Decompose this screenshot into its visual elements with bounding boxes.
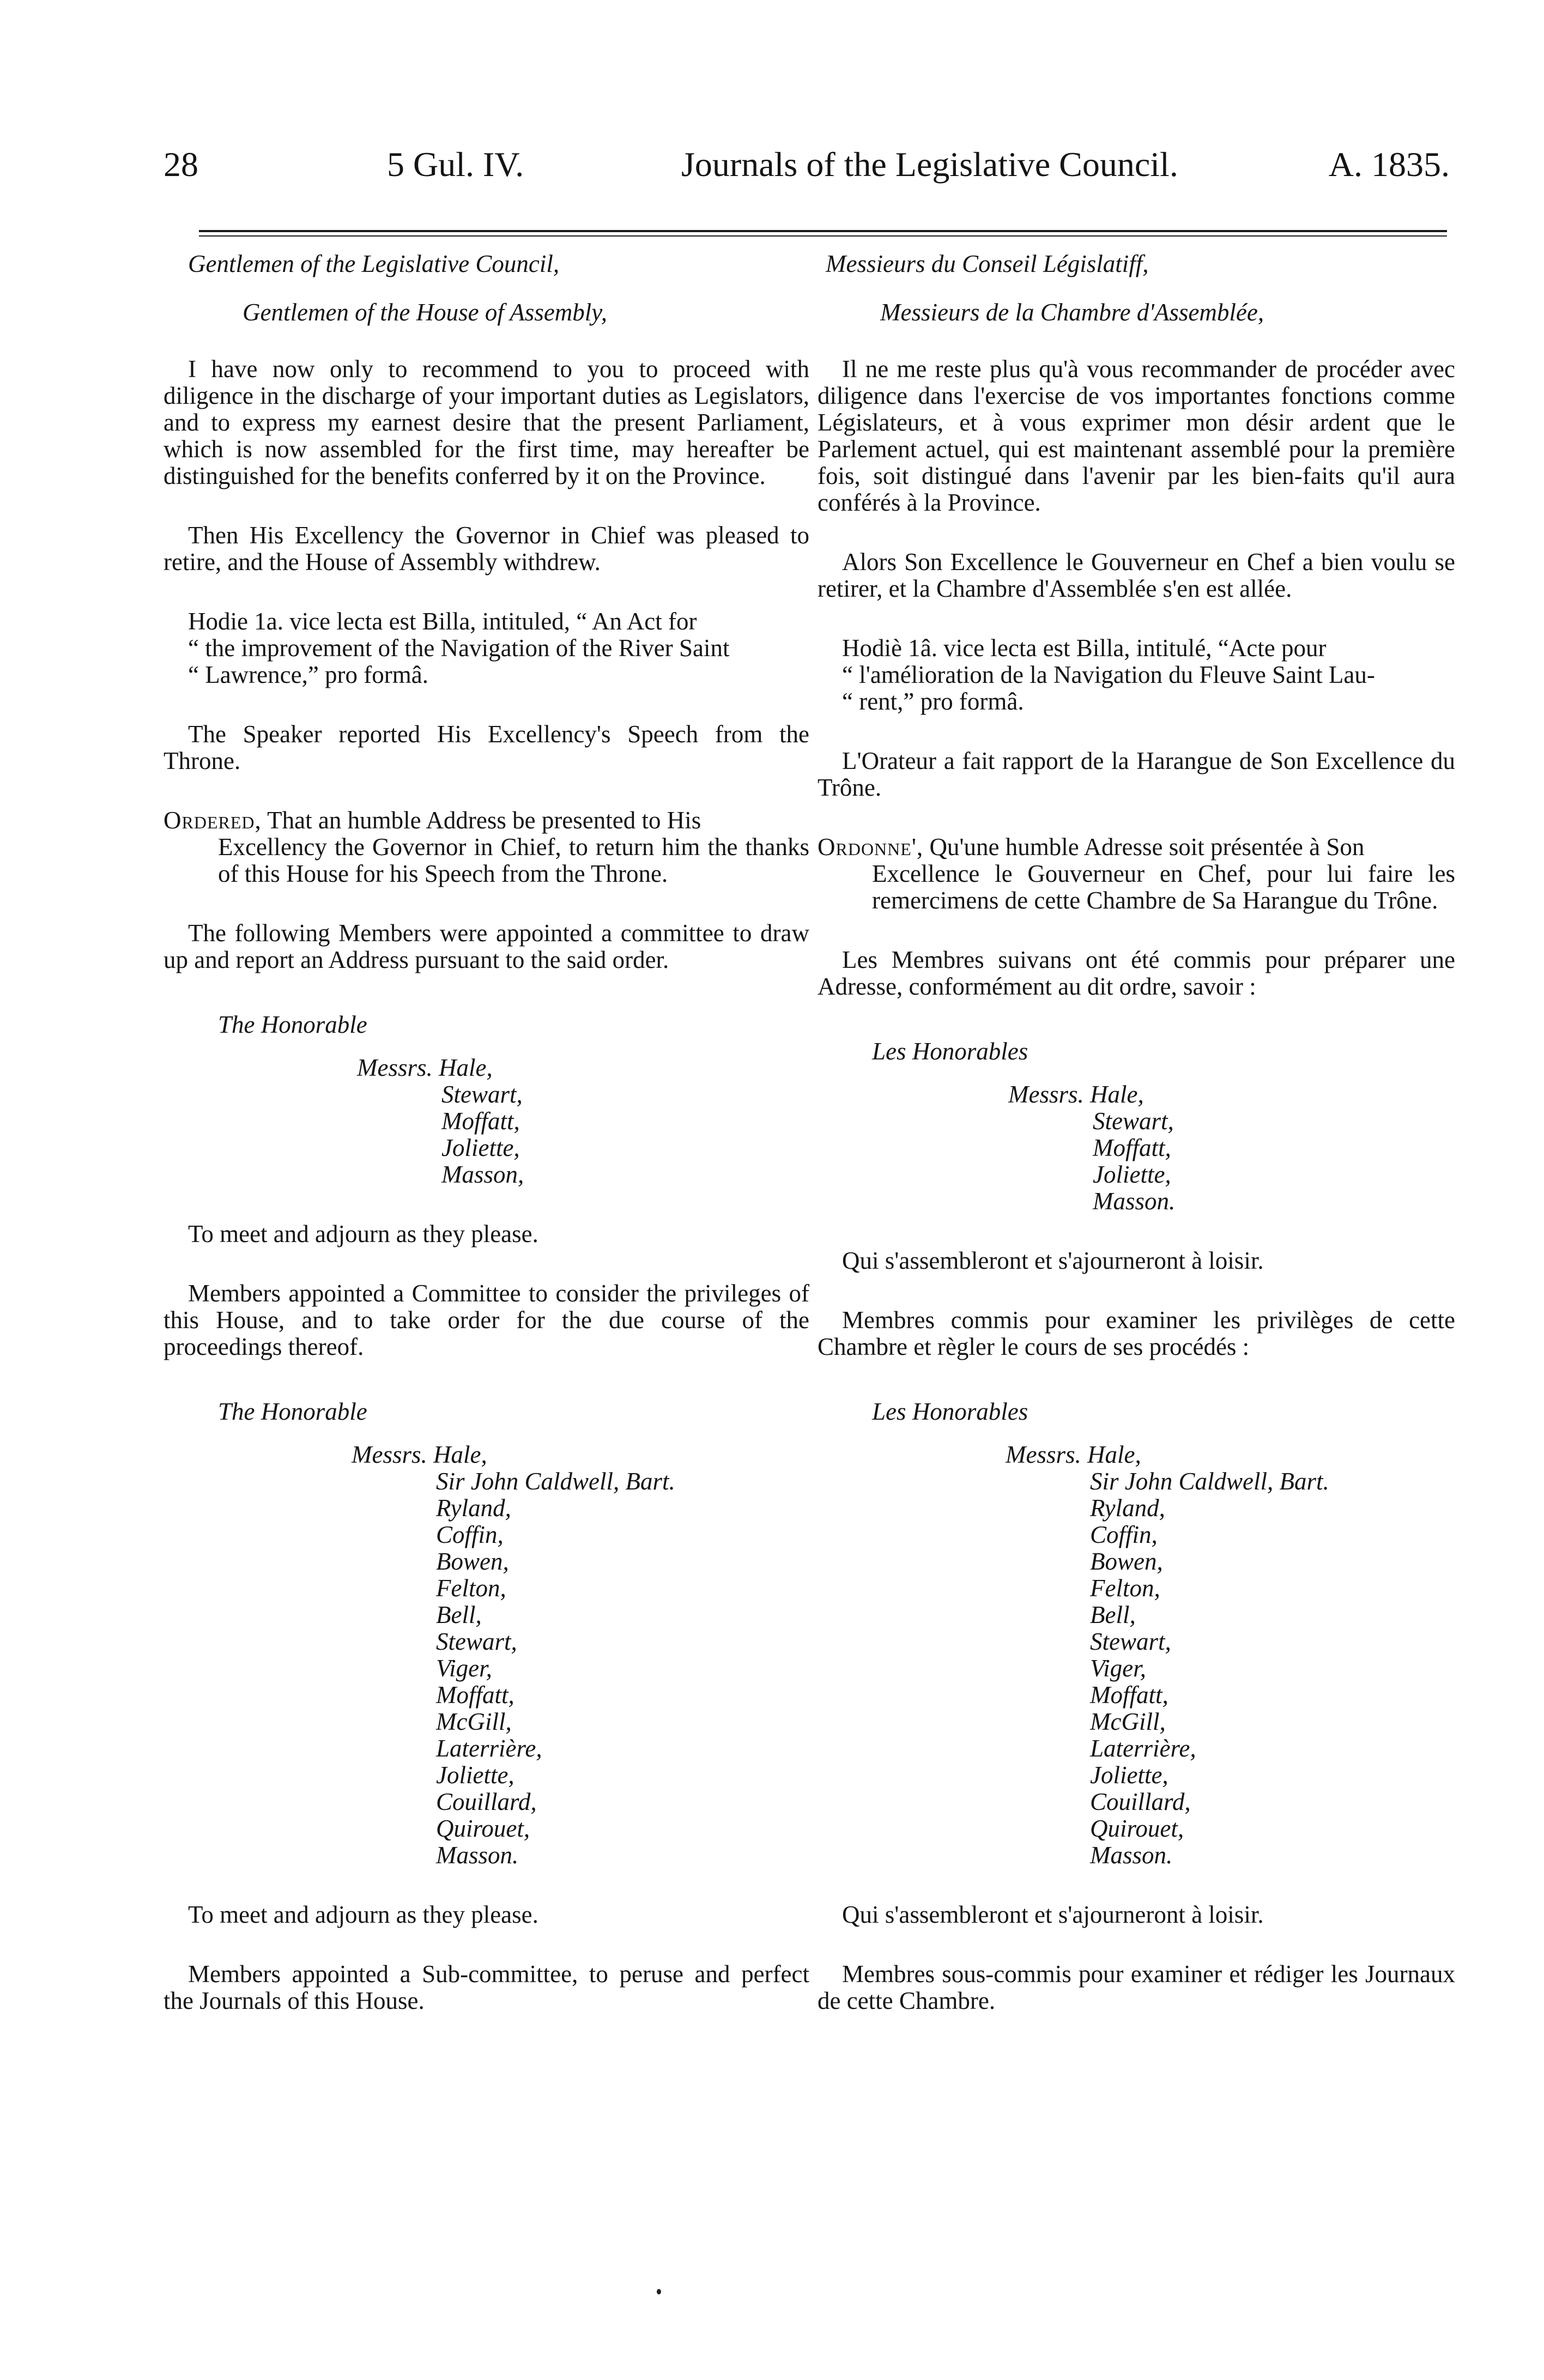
member-name: Moffatt, xyxy=(1093,1134,1171,1161)
subcommittee-paragraph: Membres sous-commis pour examiner et rédiger les Journaux de cette Chambre. xyxy=(818,1960,1455,2014)
bill-line-3: “ Lawrence,” pro formâ. xyxy=(188,661,428,688)
member-name: Masson. xyxy=(1090,1842,1173,1869)
member-name: Bowen, xyxy=(1090,1548,1163,1575)
member-name: Bell, xyxy=(1090,1601,1136,1628)
member-name: McGill, xyxy=(436,1708,512,1735)
member-name: Stewart, xyxy=(436,1628,517,1655)
bill-line-2: “ the improvement of the Navigation of the River Saint xyxy=(188,634,730,662)
member-name: Moffatt, xyxy=(436,1681,514,1709)
member-name: Ryland, xyxy=(1090,1494,1165,1522)
member-name: Sir John Caldwell, Bart. xyxy=(436,1468,675,1495)
member-name: Sir John Caldwell, Bart. xyxy=(1090,1468,1329,1495)
ordered-rest: Excellence le Gouverneur en Chef, pour lui faire les remercimens de cette Chambre de Sa Harangue du Trône. xyxy=(872,860,1455,914)
bill-line-2: “ l'amélioration de la Navigation du Fleuve Saint Lau- xyxy=(842,661,1375,688)
ordered-line-1: Qu'une humble Adresse soit présentée à Son xyxy=(923,833,1365,861)
member-name: Moffatt, xyxy=(1090,1681,1168,1709)
english-column xyxy=(164,251,809,2014)
member-name: Viger, xyxy=(1090,1655,1146,1682)
honorable-heading-2: Les Honorables xyxy=(872,1398,1028,1425)
salutation-assembly: Messieurs de la Chambre d'Assemblée, xyxy=(880,299,1264,326)
privileges-paragraph: Membres commis pour examiner les privilèges de cette Chambre et règler le cours de ses procédés : xyxy=(818,1306,1455,1360)
year: A. 1835. xyxy=(1328,145,1450,184)
member-name: Bell, xyxy=(436,1601,482,1628)
header-rule-thin xyxy=(199,235,1447,237)
member-name: Messrs. Hale, xyxy=(1006,1441,1141,1468)
member-name: Moffatt, xyxy=(441,1107,520,1135)
member-name: Quirouet, xyxy=(1090,1815,1184,1842)
retire-paragraph: Alors Son Excellence le Gouverneur en Chef a bien voulu se retirer, et la Chambre d'Assemblée s'en est allée. xyxy=(818,548,1455,602)
member-name: Laterrière, xyxy=(436,1735,542,1762)
member-name: Messrs. Hale, xyxy=(1008,1081,1144,1108)
bill-reading xyxy=(818,635,1455,715)
member-name: Felton, xyxy=(436,1574,506,1602)
member-name: Stewart, xyxy=(441,1081,523,1108)
member-name: Bowen, xyxy=(436,1548,509,1575)
member-name: Messrs. Hale, xyxy=(357,1054,493,1081)
salutation-council: Gentlemen of the Legislative Council, xyxy=(188,250,560,277)
member-name: Ryland, xyxy=(436,1494,511,1522)
member-list-1 xyxy=(164,1055,809,1188)
member-name: Joliette, xyxy=(1090,1761,1168,1789)
retire-paragraph: Then His Excellency the Governor in Chief was pleased to retire, and the House of Assembly withdrew. xyxy=(164,522,809,576)
member-name: Couillard, xyxy=(1090,1788,1191,1815)
ordered-block xyxy=(818,834,1455,914)
page-number: 28 xyxy=(164,145,198,184)
committee-paragraph: Les Membres suivans ont été commis pour préparer une Adresse, conformément au dit ordre, savoir : xyxy=(818,946,1455,1000)
member-name: Coffin, xyxy=(1090,1521,1158,1548)
member-name: Coffin, xyxy=(436,1521,504,1548)
member-list-2 xyxy=(164,1442,809,1869)
bill-reading xyxy=(164,608,809,688)
member-name: Masson. xyxy=(436,1842,519,1869)
member-name: Masson. xyxy=(1093,1188,1176,1215)
privileges-paragraph: Members appointed a Committee to consider the privileges of this House, and to take order for the due course of the proceedings thereof. xyxy=(164,1280,809,1360)
member-name: Joliette, xyxy=(441,1134,520,1161)
ordered-rest: Excellency the Governor in Chief, to return him the thanks of this House for his Speech from the Throne. xyxy=(218,833,809,887)
member-name: Quirouet, xyxy=(436,1815,530,1842)
regnal-year: 5 Gul. IV. xyxy=(387,145,524,184)
member-name: Stewart, xyxy=(1093,1107,1174,1135)
member-name: Masson, xyxy=(441,1161,524,1188)
meet-line-1: To meet and adjourn as they please. xyxy=(188,1220,538,1247)
honorable-heading-1: The Honorable xyxy=(218,1011,367,1038)
bill-line-3: “ rent,” pro formâ. xyxy=(842,688,1024,715)
member-name: Couillard, xyxy=(436,1788,537,1815)
printer-mark xyxy=(657,2289,661,2294)
member-name: Joliette, xyxy=(1093,1161,1171,1188)
salutation-assembly: Gentlemen of the House of Assembly, xyxy=(243,299,608,326)
meet-line-2: Qui s'assembleront et s'ajourneront à loisir. xyxy=(842,1901,1264,1928)
bill-line-1: Hodiè 1â. vice lecta est Billa, intitulé, “Acte pour xyxy=(842,634,1327,662)
ordered-word: Ordered, xyxy=(164,807,262,834)
meet-line-2: To meet and adjourn as they please. xyxy=(188,1901,538,1928)
french-column xyxy=(818,251,1455,2014)
ordered-word: Ordonne', xyxy=(818,833,924,861)
member-list-2 xyxy=(818,1442,1455,1869)
member-name: McGill, xyxy=(1090,1708,1166,1735)
subcommittee-paragraph: Members appointed a Sub-committee, to peruse and perfect the Journals of this House. xyxy=(164,1960,809,2014)
honorable-heading-2: The Honorable xyxy=(218,1398,367,1425)
speech-paragraph: I have now only to recommend to you to proceed with diligence in the discharge of your important duties as Legislators, and to express my earnest desire that the present Parliament, which is now assembled for the first time, may hereafter be distinguished for the benefits conferred by it on the Province. xyxy=(164,355,809,489)
member-name: Joliette, xyxy=(436,1761,514,1789)
speaker-paragraph: The Speaker reported His Excellency's Speech from the Throne. xyxy=(164,720,809,774)
committee-paragraph: The following Members were appointed a committee to draw up and report an Address pursuant to the said order. xyxy=(164,919,809,973)
salutation-council: Messieurs du Conseil Législatiff, xyxy=(826,250,1149,277)
honorable-heading-1: Les Honorables xyxy=(872,1038,1028,1065)
member-name: Stewart, xyxy=(1090,1628,1171,1655)
speaker-paragraph: L'Orateur a fait rapport de la Harangue de Son Excellence du Trône. xyxy=(818,747,1455,801)
member-name: Messrs. Hale, xyxy=(352,1441,487,1468)
bill-line-1: Hodie 1a. vice lecta est Billa, intituled, “ An Act for xyxy=(188,608,697,635)
header-rule-thick xyxy=(199,230,1447,232)
running-header xyxy=(164,144,1450,204)
member-name: Laterrière, xyxy=(1090,1735,1196,1762)
member-list-1 xyxy=(818,1081,1455,1215)
journal-title: Journals of the Legislative Council. xyxy=(681,145,1178,184)
ordered-line-1: That an humble Address be presented to His xyxy=(261,807,701,834)
member-name: Felton, xyxy=(1090,1574,1160,1602)
speech-paragraph: Il ne me reste plus qu'à vous recommander de procéder avec diligence dans l'exercise de vos importantes fonctions comme Législateurs, et à vous exprimer mon désir ardent que le Parlement actuel, qui est maintenant assemblé pour la première fois, soit distingué dans l'avenir par les bien-faits qu'il aura conférés à la Province. xyxy=(818,355,1455,516)
ordered-block xyxy=(164,807,809,887)
member-name: Viger, xyxy=(436,1655,492,1682)
meet-line-1: Qui s'assembleront et s'ajourneront à loisir. xyxy=(842,1247,1264,1274)
